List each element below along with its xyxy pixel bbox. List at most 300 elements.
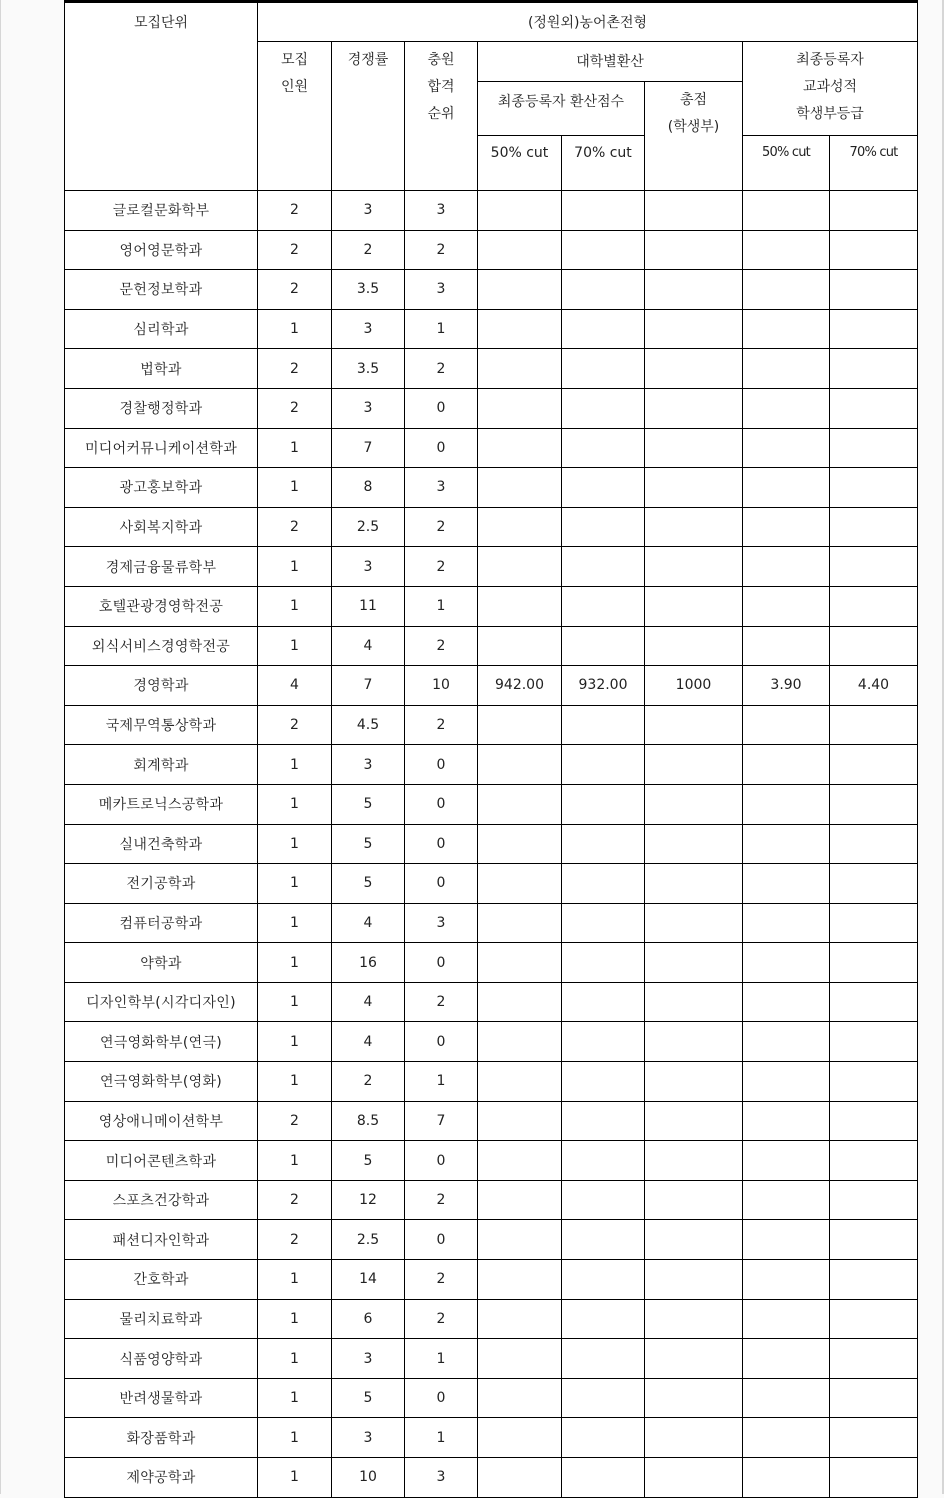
cell-total bbox=[645, 903, 743, 943]
cell-total bbox=[645, 270, 743, 310]
cell-recruit: 2 bbox=[258, 191, 332, 231]
cell-recruit: 1 bbox=[258, 784, 332, 824]
cell-total bbox=[645, 191, 743, 231]
cell-cut50 bbox=[478, 309, 562, 349]
cell-grade-cut70 bbox=[830, 626, 918, 666]
cell-unit: 심리학과 bbox=[65, 309, 258, 349]
cell-cut70 bbox=[562, 1101, 645, 1141]
cell-recruit: 1 bbox=[258, 1458, 332, 1498]
cell-total bbox=[645, 1022, 743, 1062]
cell-cut70 bbox=[562, 705, 645, 745]
cell-grade-cut70 bbox=[830, 507, 918, 547]
cell-cut70 bbox=[562, 626, 645, 666]
header-final-grades bbox=[743, 42, 918, 136]
cell-cut70: 932.00 bbox=[562, 666, 645, 706]
cell-cut70 bbox=[562, 349, 645, 389]
cell-waitlist: 1 bbox=[405, 586, 478, 626]
cell-unit: 글로컬문화학부 bbox=[65, 191, 258, 231]
header-final-conv-score: 최종등록자 환산점수 bbox=[478, 82, 645, 136]
page-left-edge bbox=[0, 0, 1, 1494]
cell-total bbox=[645, 1260, 743, 1300]
cell-grade-cut50 bbox=[743, 1180, 830, 1220]
cell-cut50 bbox=[478, 1220, 562, 1260]
table-row bbox=[65, 666, 918, 706]
cell-grade-cut70 bbox=[830, 270, 918, 310]
cell-total bbox=[645, 1299, 743, 1339]
cell-grade-cut50 bbox=[743, 982, 830, 1022]
cell-cut70 bbox=[562, 191, 645, 231]
cell-cut70 bbox=[562, 586, 645, 626]
cell-cut50 bbox=[478, 586, 562, 626]
cell-competition: 6 bbox=[332, 1299, 405, 1339]
cell-competition: 8 bbox=[332, 468, 405, 508]
cell-total bbox=[645, 626, 743, 666]
cell-waitlist: 10 bbox=[405, 666, 478, 706]
cell-waitlist: 2 bbox=[405, 626, 478, 666]
cell-competition: 5 bbox=[332, 1378, 405, 1418]
cell-waitlist: 3 bbox=[405, 1458, 478, 1498]
cell-total bbox=[645, 507, 743, 547]
cell-total bbox=[645, 428, 743, 468]
cell-total bbox=[645, 388, 743, 428]
cell-recruit: 1 bbox=[258, 1299, 332, 1339]
cell-recruit: 2 bbox=[258, 349, 332, 389]
cell-cut50 bbox=[478, 943, 562, 983]
cell-unit: 경찰행정학과 bbox=[65, 388, 258, 428]
cell-competition: 4 bbox=[332, 1022, 405, 1062]
cell-unit: 물리치료학과 bbox=[65, 1299, 258, 1339]
cell-competition: 3 bbox=[332, 191, 405, 231]
cell-total bbox=[645, 1418, 743, 1458]
cell-grade-cut50 bbox=[743, 1022, 830, 1062]
table-row bbox=[65, 230, 918, 270]
cell-grade-cut70 bbox=[830, 388, 918, 428]
cell-competition: 11 bbox=[332, 586, 405, 626]
cell-grade-cut50 bbox=[743, 1101, 830, 1141]
cell-cut50 bbox=[478, 428, 562, 468]
cell-grade-cut50 bbox=[743, 507, 830, 547]
cell-waitlist: 0 bbox=[405, 943, 478, 983]
cell-waitlist: 0 bbox=[405, 388, 478, 428]
cell-recruit: 2 bbox=[258, 705, 332, 745]
cell-total bbox=[645, 705, 743, 745]
table-row bbox=[65, 1220, 918, 1260]
cell-grade-cut70 bbox=[830, 1418, 918, 1458]
cell-recruit: 1 bbox=[258, 903, 332, 943]
cell-unit: 반려생물학과 bbox=[65, 1378, 258, 1418]
table-row bbox=[65, 349, 918, 389]
cell-cut70 bbox=[562, 1220, 645, 1260]
cell-grade-cut70 bbox=[830, 1180, 918, 1220]
cell-total bbox=[645, 824, 743, 864]
cell-recruit: 4 bbox=[258, 666, 332, 706]
cell-recruit: 1 bbox=[258, 943, 332, 983]
cell-total: 1000 bbox=[645, 666, 743, 706]
cell-waitlist: 3 bbox=[405, 468, 478, 508]
header-waitlist bbox=[405, 42, 478, 191]
cell-recruit: 1 bbox=[258, 468, 332, 508]
cell-cut50 bbox=[478, 626, 562, 666]
cell-cut50 bbox=[478, 388, 562, 428]
table-row bbox=[65, 270, 918, 310]
header-recruit bbox=[258, 42, 332, 191]
cell-waitlist: 2 bbox=[405, 230, 478, 270]
cell-grade-cut50: 3.90 bbox=[743, 666, 830, 706]
table-row bbox=[65, 1141, 918, 1181]
cell-grade-cut70 bbox=[830, 428, 918, 468]
cell-cut70 bbox=[562, 1062, 645, 1102]
cell-waitlist: 2 bbox=[405, 1299, 478, 1339]
cell-grade-cut70 bbox=[830, 309, 918, 349]
table-row bbox=[65, 824, 918, 864]
cell-total bbox=[645, 864, 743, 904]
cell-grade-cut70: 4.40 bbox=[830, 666, 918, 706]
cell-competition: 3.5 bbox=[332, 270, 405, 310]
cell-grade-cut70 bbox=[830, 586, 918, 626]
cell-unit: 영상애니메이션학부 bbox=[65, 1101, 258, 1141]
cell-grade-cut50 bbox=[743, 1458, 830, 1498]
cell-competition: 4 bbox=[332, 982, 405, 1022]
cell-unit: 법학과 bbox=[65, 349, 258, 389]
cell-recruit: 1 bbox=[258, 547, 332, 587]
cell-waitlist: 2 bbox=[405, 1180, 478, 1220]
cell-competition: 3.5 bbox=[332, 349, 405, 389]
cell-competition: 7 bbox=[332, 428, 405, 468]
cell-cut70 bbox=[562, 1339, 645, 1379]
cell-unit: 외식서비스경영학전공 bbox=[65, 626, 258, 666]
cell-recruit: 2 bbox=[258, 1180, 332, 1220]
table-row bbox=[65, 626, 918, 666]
cell-cut70 bbox=[562, 1418, 645, 1458]
cell-grade-cut70 bbox=[830, 191, 918, 231]
cell-recruit: 1 bbox=[258, 824, 332, 864]
cell-waitlist: 2 bbox=[405, 1260, 478, 1300]
cell-recruit: 1 bbox=[258, 1339, 332, 1379]
cell-cut70 bbox=[562, 230, 645, 270]
header-competition-label: 경쟁률 bbox=[347, 52, 389, 68]
cell-grade-cut50 bbox=[743, 1299, 830, 1339]
cell-grade-cut70 bbox=[830, 784, 918, 824]
cell-unit: 메카트로닉스공학과 bbox=[65, 784, 258, 824]
cell-waitlist: 2 bbox=[405, 349, 478, 389]
cell-recruit: 1 bbox=[258, 626, 332, 666]
cell-grade-cut50 bbox=[743, 1418, 830, 1458]
cell-cut50 bbox=[478, 824, 562, 864]
table-row bbox=[65, 745, 918, 785]
cell-grade-cut50 bbox=[743, 1062, 830, 1102]
cell-cut70 bbox=[562, 745, 645, 785]
cell-recruit: 1 bbox=[258, 309, 332, 349]
cell-cut70 bbox=[562, 784, 645, 824]
cell-competition: 2.5 bbox=[332, 1220, 405, 1260]
table-row bbox=[65, 586, 918, 626]
cell-cut50: 942.00 bbox=[478, 666, 562, 706]
cell-grade-cut50 bbox=[743, 626, 830, 666]
cell-grade-cut70 bbox=[830, 943, 918, 983]
table-row bbox=[65, 1418, 918, 1458]
cell-competition: 3 bbox=[332, 1418, 405, 1458]
cell-competition: 10 bbox=[332, 1458, 405, 1498]
cell-cut70 bbox=[562, 943, 645, 983]
cell-grade-cut70 bbox=[830, 1220, 918, 1260]
cell-waitlist: 2 bbox=[405, 982, 478, 1022]
cell-unit: 미디어커뮤니케이션학과 bbox=[65, 428, 258, 468]
cell-competition: 5 bbox=[332, 784, 405, 824]
cell-unit: 제약공학과 bbox=[65, 1458, 258, 1498]
cell-grade-cut50 bbox=[743, 1220, 830, 1260]
cell-grade-cut50 bbox=[743, 903, 830, 943]
cell-recruit: 2 bbox=[258, 230, 332, 270]
cell-competition: 7 bbox=[332, 666, 405, 706]
cell-waitlist: 0 bbox=[405, 824, 478, 864]
cell-unit: 연극영화학부(영화) bbox=[65, 1062, 258, 1102]
cell-total bbox=[645, 1062, 743, 1102]
cell-cut50 bbox=[478, 1141, 562, 1181]
cell-total bbox=[645, 468, 743, 508]
cell-waitlist: 1 bbox=[405, 309, 478, 349]
cell-grade-cut70 bbox=[830, 1022, 918, 1062]
cell-cut50 bbox=[478, 507, 562, 547]
cell-cut70 bbox=[562, 1378, 645, 1418]
cell-competition: 14 bbox=[332, 1260, 405, 1300]
cell-cut50 bbox=[478, 349, 562, 389]
cell-competition: 5 bbox=[332, 824, 405, 864]
header-univ-conversion: 대학별환산 bbox=[478, 42, 743, 82]
cell-waitlist: 1 bbox=[405, 1418, 478, 1458]
cell-cut50 bbox=[478, 1418, 562, 1458]
cell-grade-cut50 bbox=[743, 1339, 830, 1379]
cell-competition: 4 bbox=[332, 626, 405, 666]
cell-total bbox=[645, 1458, 743, 1498]
cell-recruit: 2 bbox=[258, 270, 332, 310]
cell-total bbox=[645, 784, 743, 824]
table-header bbox=[65, 2, 918, 191]
cell-cut70 bbox=[562, 388, 645, 428]
cell-competition: 3 bbox=[332, 309, 405, 349]
cell-grade-cut50 bbox=[743, 230, 830, 270]
cell-cut50 bbox=[478, 1101, 562, 1141]
cell-cut50 bbox=[478, 1180, 562, 1220]
cell-recruit: 2 bbox=[258, 507, 332, 547]
cell-total bbox=[645, 745, 743, 785]
cell-unit: 컴퓨터공학과 bbox=[65, 903, 258, 943]
header-cut70: 70% cut bbox=[562, 136, 645, 191]
header-total-score bbox=[645, 82, 743, 191]
cell-cut70 bbox=[562, 309, 645, 349]
cell-cut70 bbox=[562, 1299, 645, 1339]
cell-waitlist: 1 bbox=[405, 1339, 478, 1379]
cell-cut70 bbox=[562, 1141, 645, 1181]
cell-recruit: 1 bbox=[258, 1022, 332, 1062]
cell-grade-cut70 bbox=[830, 982, 918, 1022]
cell-recruit: 2 bbox=[258, 388, 332, 428]
cell-unit: 회계학과 bbox=[65, 745, 258, 785]
cell-cut50 bbox=[478, 230, 562, 270]
cell-waitlist: 0 bbox=[405, 428, 478, 468]
cell-waitlist: 2 bbox=[405, 507, 478, 547]
cell-competition: 3 bbox=[332, 1339, 405, 1379]
cell-waitlist: 0 bbox=[405, 745, 478, 785]
cell-total bbox=[645, 943, 743, 983]
table-row bbox=[65, 943, 918, 983]
table-row bbox=[65, 468, 918, 508]
cell-grade-cut70 bbox=[830, 745, 918, 785]
cell-total bbox=[645, 586, 743, 626]
cell-competition: 2 bbox=[332, 1062, 405, 1102]
cell-unit: 경영학과 bbox=[65, 666, 258, 706]
cell-competition: 5 bbox=[332, 1141, 405, 1181]
cell-cut50 bbox=[478, 705, 562, 745]
cell-waitlist: 0 bbox=[405, 784, 478, 824]
cell-waitlist: 0 bbox=[405, 1220, 478, 1260]
cell-cut50 bbox=[478, 784, 562, 824]
cell-grade-cut70 bbox=[830, 1378, 918, 1418]
table-row bbox=[65, 1339, 918, 1379]
cell-unit: 국제무역통상학과 bbox=[65, 705, 258, 745]
cell-competition: 8.5 bbox=[332, 1101, 405, 1141]
cell-unit: 패션디자인학과 bbox=[65, 1220, 258, 1260]
cell-total bbox=[645, 982, 743, 1022]
cell-recruit: 1 bbox=[258, 1378, 332, 1418]
cell-waitlist: 3 bbox=[405, 191, 478, 231]
cell-grade-cut70 bbox=[830, 1141, 918, 1181]
cell-unit: 간호학과 bbox=[65, 1260, 258, 1300]
cell-grade-cut50 bbox=[743, 388, 830, 428]
cell-cut50 bbox=[478, 1260, 562, 1300]
header-total-score-line1: 총점 bbox=[679, 92, 708, 108]
cell-cut50 bbox=[478, 982, 562, 1022]
cell-waitlist: 7 bbox=[405, 1101, 478, 1141]
table-row bbox=[65, 1101, 918, 1141]
cell-cut70 bbox=[562, 1260, 645, 1300]
header-grade-cut50: 50% cut bbox=[743, 136, 830, 191]
cell-cut50 bbox=[478, 903, 562, 943]
cell-grade-cut50 bbox=[743, 784, 830, 824]
cell-waitlist: 0 bbox=[405, 864, 478, 904]
cell-cut70 bbox=[562, 270, 645, 310]
cell-cut50 bbox=[478, 547, 562, 587]
cell-grade-cut70 bbox=[830, 903, 918, 943]
cell-total bbox=[645, 1141, 743, 1181]
cell-unit: 사회복지학과 bbox=[65, 507, 258, 547]
cell-unit: 디자인학부(시각디자인) bbox=[65, 982, 258, 1022]
cell-competition: 2.5 bbox=[332, 507, 405, 547]
cell-recruit: 1 bbox=[258, 864, 332, 904]
cell-grade-cut70 bbox=[830, 824, 918, 864]
header-waitlist-line2: 합격 bbox=[427, 79, 455, 95]
cell-competition: 4 bbox=[332, 903, 405, 943]
cell-grade-cut70 bbox=[830, 1299, 918, 1339]
cell-competition: 4.5 bbox=[332, 705, 405, 745]
table-row bbox=[65, 1458, 918, 1498]
cell-competition: 3 bbox=[332, 388, 405, 428]
cell-grade-cut50 bbox=[743, 428, 830, 468]
cell-grade-cut70 bbox=[830, 705, 918, 745]
cell-competition: 2 bbox=[332, 230, 405, 270]
cell-cut70 bbox=[562, 507, 645, 547]
table-row bbox=[65, 784, 918, 824]
cell-waitlist: 0 bbox=[405, 1141, 478, 1181]
cell-recruit: 2 bbox=[258, 1220, 332, 1260]
table-row bbox=[65, 903, 918, 943]
cell-recruit: 1 bbox=[258, 745, 332, 785]
cell-grade-cut70 bbox=[830, 468, 918, 508]
table-row bbox=[65, 507, 918, 547]
cell-unit: 전기공학과 bbox=[65, 864, 258, 904]
table-row bbox=[65, 1260, 918, 1300]
cell-grade-cut50 bbox=[743, 824, 830, 864]
cell-grade-cut70 bbox=[830, 1260, 918, 1300]
cell-total bbox=[645, 547, 743, 587]
cell-cut70 bbox=[562, 982, 645, 1022]
cell-cut50 bbox=[478, 1022, 562, 1062]
cell-cut50 bbox=[478, 1458, 562, 1498]
cell-grade-cut50 bbox=[743, 468, 830, 508]
cell-cut70 bbox=[562, 903, 645, 943]
cell-waitlist: 0 bbox=[405, 1022, 478, 1062]
cell-cut70 bbox=[562, 864, 645, 904]
table-row bbox=[65, 864, 918, 904]
table-row bbox=[65, 1022, 918, 1062]
cell-grade-cut50 bbox=[743, 270, 830, 310]
header-recruit-line2: 인원 bbox=[280, 79, 309, 95]
table-row bbox=[65, 428, 918, 468]
cell-recruit: 1 bbox=[258, 586, 332, 626]
cell-grade-cut70 bbox=[830, 1101, 918, 1141]
cell-grade-cut50 bbox=[743, 349, 830, 389]
cell-grade-cut50 bbox=[743, 1141, 830, 1181]
cell-competition: 3 bbox=[332, 745, 405, 785]
header-recruit-line1: 모집 bbox=[280, 52, 309, 68]
cell-grade-cut70 bbox=[830, 230, 918, 270]
cell-total bbox=[645, 1180, 743, 1220]
table-row bbox=[65, 982, 918, 1022]
cell-grade-cut50 bbox=[743, 705, 830, 745]
cell-cut50 bbox=[478, 468, 562, 508]
cell-grade-cut50 bbox=[743, 191, 830, 231]
cell-waitlist: 0 bbox=[405, 1378, 478, 1418]
cell-total bbox=[645, 1378, 743, 1418]
cell-competition: 3 bbox=[332, 547, 405, 587]
table-body bbox=[65, 191, 918, 1498]
cell-unit: 문헌정보학과 bbox=[65, 270, 258, 310]
cell-competition: 5 bbox=[332, 864, 405, 904]
cell-grade-cut70 bbox=[830, 547, 918, 587]
cell-grade-cut50 bbox=[743, 547, 830, 587]
cell-recruit: 2 bbox=[258, 1101, 332, 1141]
cell-total bbox=[645, 309, 743, 349]
header-grade-cut70: 70% cut bbox=[830, 136, 918, 191]
cell-total bbox=[645, 1101, 743, 1141]
cell-grade-cut50 bbox=[743, 1378, 830, 1418]
cell-total bbox=[645, 349, 743, 389]
cell-grade-cut50 bbox=[743, 309, 830, 349]
header-final-grades-line2: 교과성적 bbox=[802, 79, 858, 95]
cell-total bbox=[645, 1339, 743, 1379]
header-cut50: 50% cut bbox=[478, 136, 562, 191]
cell-cut50 bbox=[478, 1339, 562, 1379]
cell-unit: 미디어콘텐츠학과 bbox=[65, 1141, 258, 1181]
cell-recruit: 1 bbox=[258, 1418, 332, 1458]
cell-grade-cut50 bbox=[743, 586, 830, 626]
cell-unit: 광고홍보학과 bbox=[65, 468, 258, 508]
cell-grade-cut50 bbox=[743, 943, 830, 983]
cell-cut70 bbox=[562, 1458, 645, 1498]
table-row bbox=[65, 388, 918, 428]
cell-unit: 화장품학과 bbox=[65, 1418, 258, 1458]
cell-waitlist: 3 bbox=[405, 270, 478, 310]
cell-cut70 bbox=[562, 547, 645, 587]
